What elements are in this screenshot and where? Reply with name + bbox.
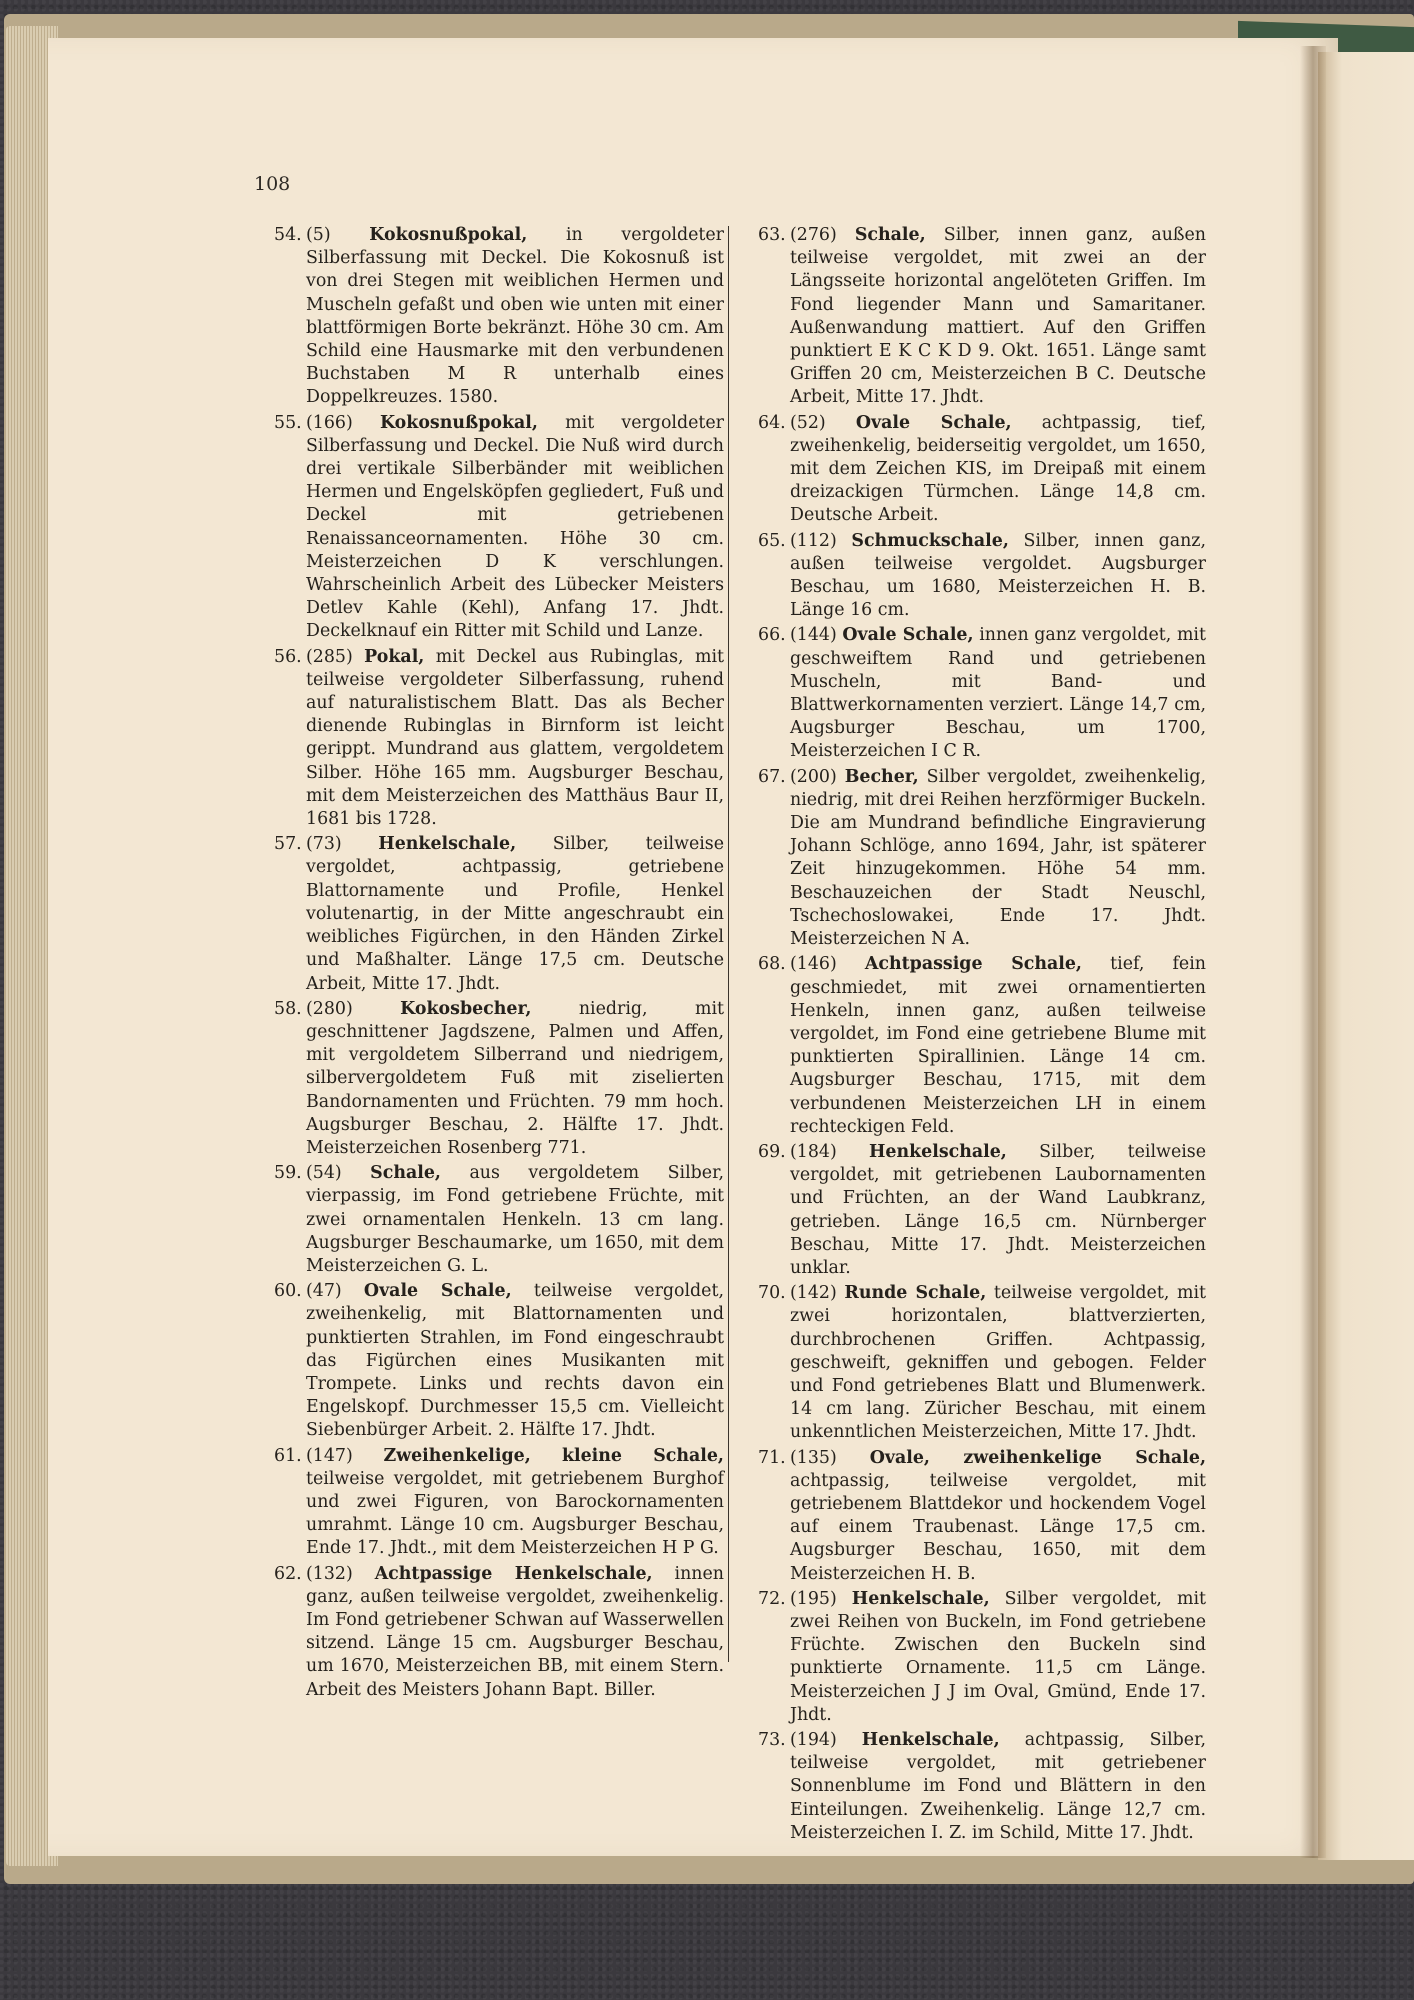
right-page-edge (1318, 52, 1414, 1860)
entry-number: 68. (758, 954, 786, 975)
left-column (276, 224, 724, 1704)
entry-ref: (195) (790, 1588, 837, 1609)
catalog-entry (276, 412, 724, 644)
entry-title: Becher, (844, 766, 919, 787)
entry-number: 54. (274, 225, 302, 245)
entry-number: 57. (274, 834, 302, 855)
catalog-entry (760, 530, 1206, 623)
entry-title: Pokal, (364, 646, 425, 667)
entry-title: Kokosnußpokal, (369, 225, 528, 245)
entry-number: 60. (274, 1281, 302, 1302)
entry-text: aus vergoldetem Silber, vierpassig, im Fond getriebene Früchte, mit zwei ornamentalen Henkeln. 13 cm lang. Augsburger Beschaumarke, um 1650, mit dem Meisterzeichen G. L. (306, 1163, 725, 1276)
entry-number: 65. (758, 530, 786, 551)
entry-ref: (194) (790, 1730, 837, 1750)
entry-title: Henkelschale, (861, 1730, 1000, 1750)
entry-text: teilweise vergoldet, mit zwei horizontalen, blattverzierten, durchbrochenen Griffen. Achtpassig, geschweift, gekniffen und gebogen. Felder und Fond getriebenes Blatt und Blumenwerk. 14 cm lang. Züricher Beschau, mit einem unkenntlichen Meisterzeichen, Mitte 17. Jhdt. (790, 1283, 1207, 1443)
catalog-entry (760, 1282, 1206, 1444)
entry-title: Henkelschale, (868, 1141, 1007, 1162)
entry-title: Schmuckschale, (851, 530, 1009, 551)
entry-text: achtpassig, tief, zweihenkelig, beiderseitig vergoldet, um 1650, mit dem Zeichen KIS, im Dreipaß mit einem dreizackigen Türmchen. Länge 14,8 cm. Deutsche Arbeit. (790, 412, 1206, 526)
entry-ref: (47) (306, 1281, 342, 1302)
entry-title: Henkelschale, (378, 834, 517, 855)
catalog-entry (760, 1447, 1206, 1586)
entry-ref: (144) (790, 625, 837, 646)
entry-ref: (135) (790, 1447, 837, 1468)
entry-ref: (147) (306, 1445, 353, 1466)
entry-text: tief, fein geschmiedet, mit zwei ornamentierten Henkeln, innen ganz, außen teilweise vergoldet, im Fond eine getriebene Blume mit punktierten Spirallinien. Länge 14 cm. Augsburger Beschau, 1715, mit dem verbundenen Meisterzeichen LH in einem rechteckigen Feld. (790, 954, 1206, 1137)
entry-number: 61. (274, 1445, 302, 1466)
entry-title: Ovale Schale, (855, 412, 1012, 433)
entry-title: Ovale Schale, (363, 1281, 512, 1302)
catalog-entry (276, 998, 724, 1160)
catalog-entry (760, 1588, 1206, 1727)
entry-title: Achtpassige Schale, (864, 954, 1082, 975)
catalog-entry (760, 1729, 1206, 1845)
catalog-entry (276, 1445, 724, 1561)
entry-title: Kokosnußpokal, (379, 412, 538, 433)
entry-ref: (146) (790, 954, 837, 975)
entry-text: Silber, innen ganz, außen teilweise vergoldet, mit zwei an der Längsseite horizontal angelöteten Griffen. Im Fond liegender Mann und Samaritaner. Außenwandung mattiert. Auf den Griffen punktiert E K C K D 9. Okt. 1651. Länge samt Griffen 20 cm, Meisterzeichen B C. Deutsche Arbeit, Mitte 17. Jhdt. (790, 225, 1207, 408)
page-number: 108 (254, 173, 291, 195)
entry-ref: (184) (790, 1141, 837, 1162)
catalog-entry (760, 224, 1206, 410)
catalog-entry (276, 1563, 724, 1702)
entry-text: achtpassig, Silber, teilweise vergoldet, mit getriebener Sonnenblume im Fond und Blättern in den Einteilungen. Zweihenkelig. Länge 12,7 cm. Meisterzeichen I. Z. im Schild, Mitte 17. Jhdt. (790, 1730, 1207, 1843)
entry-text: innen ganz vergoldet, mit geschweiftem Rand und getriebenen Muscheln, mit Band- und Blattwerkornamenten verziert. Länge 14,7 cm, Augsburger Beschau, um 1700, Meisterzeichen I C R. (790, 625, 1206, 762)
catalog-entry (760, 624, 1206, 763)
entry-text: achtpassig, teilweise vergoldet, mit getriebenem Blattdekor und hockendem Vogel auf einem Traubenast. Länge 17,5 cm. Augsburger Beschau, 1650, mit dem Meisterzeichen H. B. (790, 1470, 1206, 1584)
entry-number: 58. (274, 998, 302, 1019)
entry-text: Silber vergoldet, zweihenkelig, niedrig, mit drei Reihen herzförmiger Buckeln. Die am Mundrand befindliche Eingravierung Johann Schlöge, anno 1694, Jahr, ist späterer Zeit hinzugekommen. Höhe 54 mm. Beschauzeichen der Stadt Neuschl, Tschechoslowakei, Ende 17. Jhdt. Meisterzeichen N A. (790, 766, 1207, 950)
entry-number: 72. (758, 1588, 786, 1609)
entry-text: mit Deckel aus Rubinglas, mit teilweise vergoldeter Silberfassung, ruhend auf naturalistischem Blatt. Das als Becher dienende Rubinglas in Birnform ist leicht gerippt. Mundrand aus glattem, vergoldetem Silber. Höhe 165 mm. Augsburger Beschau, mit dem Meisterzeichen des Matthäus Baur II, 1681 bis 1728. (306, 646, 725, 830)
entry-ref: (54) (306, 1163, 342, 1184)
entry-text: mit vergoldeter Silberfassung und Deckel. Die Nuß wird durch drei vertikale Silberbänder mit weiblichen Hermen und Engelsköpfen gegliedert, Fuß und Deckel mit getriebenen Renaissanceornamenten. Höhe 30 cm. Meisterzeichen D K verschlungen. Wahrscheinlich Arbeit des Lübecker Meisters Detlev Kahle (Kehl), Anfang 17. Jhdt. Deckelknauf ein Ritter mit Schild und Lanze. (306, 412, 724, 642)
entry-title: Zweihenkelige, kleine Schale, (383, 1445, 724, 1466)
entry-text: teilweise vergoldet, zweihenkelig, mit Blattornamenten und punktierten Strahlen, im Fond eingeschraubt das Figürchen eines Musikanten mit Trompete. Links und rechts davon ein Engelskopf. Durchmesser 15,5 cm. Vielleicht Siebenbürger Arbeit. 2. Hälfte 17. Jhdt. (306, 1281, 724, 1441)
column-divider (728, 226, 729, 1662)
entry-number: 63. (758, 225, 786, 245)
catalog-entry (276, 1162, 724, 1278)
entry-title: Ovale Schale, (842, 625, 974, 646)
entry-number: 64. (758, 412, 786, 433)
entry-number: 69. (758, 1141, 786, 1162)
entry-title: Kokosbecher, (400, 998, 532, 1019)
entry-number: 59. (274, 1163, 302, 1184)
entry-number: 71. (758, 1447, 786, 1468)
entry-text: innen ganz, außen teilweise vergoldet, zweihenkelig. Im Fond getriebener Schwan auf Wasserwellen sitzend. Länge 15 cm. Augsburger Beschau, um 1670, Meisterzeichen BB, mit einem Stern. Arbeit des Meisters Johann Bapt. Biller. (306, 1563, 724, 1700)
entry-ref: (132) (306, 1563, 353, 1584)
entry-text: Silber, teilweise vergoldet, achtpassig, getriebene Blattornamente und Profile, Henkel volutenartig, in der Mitte angeschraubt ein weibliches Figürchen, in den Händen Zirkel und Maßhalter. Länge 17,5 cm. Deutsche Arbeit, Mitte 17. Jhdt. (306, 834, 725, 994)
entry-ref: (276) (790, 225, 837, 245)
entry-ref: (73) (306, 834, 342, 855)
entry-number: 66. (758, 625, 786, 646)
catalog-entry (276, 224, 724, 410)
entry-title: Ovale, zweihenkelige Schale, (869, 1447, 1207, 1468)
entry-title: Schale, (854, 225, 926, 245)
entry-ref: (112) (790, 530, 837, 551)
catalog-entry (760, 766, 1206, 952)
entry-number: 70. (758, 1283, 786, 1304)
entry-number: 55. (274, 412, 302, 433)
entry-ref: (5) (306, 225, 331, 245)
catalog-entry (760, 1141, 1206, 1280)
catalog-entry (760, 953, 1206, 1139)
book-gutter (1300, 46, 1326, 1858)
entry-text: in vergoldeter Silberfassung mit Deckel. Die Kokosnuß ist von drei Stegen mit weiblichen Hermen und Muscheln gefaßt und oben wie unten mit einer blattförmigen Borte bekränzt. Höhe 30 cm. Am Schild eine Hausmarke mit den verbundenen Buchstaben M R unterhalb eines Doppelkreuzes. 1580. (306, 225, 724, 408)
right-column (760, 224, 1206, 1847)
entry-text: Silber, innen ganz, außen teilweise vergoldet. Augsburger Beschau, um 1680, Meisterzeichen H. B. Länge 16 cm. (790, 530, 1206, 621)
catalog-entry (276, 1280, 724, 1442)
entry-ref: (285) (306, 646, 353, 667)
entry-number: 62. (274, 1563, 302, 1584)
entry-text: Silber vergoldet, mit zwei Reihen von Buckeln, im Fond getriebene Früchte. Zwischen den Buckeln sind punktierte Ornamente. 11,5 cm Länge. Meisterzeichen J J im Oval, Gmünd, Ende 17. Jhdt. (790, 1588, 1206, 1725)
entry-number: 56. (274, 646, 302, 667)
entry-number: 67. (758, 766, 786, 787)
entry-ref: (200) (790, 766, 837, 787)
catalog-entry (276, 646, 724, 832)
entry-ref: (142) (790, 1283, 837, 1304)
entry-title: Runde Schale, (844, 1283, 987, 1304)
entry-text: niedrig, mit geschnittener Jagdszene, Palmen und Affen, mit vergoldetem Silberrand und niedrigem, silbervergoldetem Fuß mit ziselierten Bandornamenten und Früchten. 79 mm hoch. Augsburger Beschau, 2. Hälfte 17. Jhdt. Meisterzeichen Rosenberg 771. (306, 998, 724, 1158)
catalog-entry (760, 412, 1206, 528)
entry-ref: (280) (306, 998, 353, 1019)
entry-number: 73. (758, 1730, 786, 1750)
entry-ref: (166) (306, 412, 353, 433)
entry-title: Achtpassige Henkelschale, (374, 1563, 653, 1584)
catalog-entry (276, 833, 724, 995)
entry-text: Silber, teilweise vergoldet, mit getriebenen Laubornamenten und Früchten, an der Wand Laubkranz, getrieben. Länge 16,5 cm. Nürnberger Beschau, Mitte 17. Jhdt. Meisterzeichen unklar. (790, 1141, 1207, 1278)
entry-title: Henkelschale, (851, 1588, 990, 1609)
entry-title: Schale, (370, 1163, 441, 1184)
entry-ref: (52) (790, 412, 826, 433)
entry-text: teilweise vergoldet, mit getriebenem Burghof und zwei Figuren, von Barockornamenten umrahmt. Länge 10 cm. Augsburger Beschau, Ende 17. Jhdt., mit dem Meisterzeichen H P G. (306, 1468, 724, 1559)
